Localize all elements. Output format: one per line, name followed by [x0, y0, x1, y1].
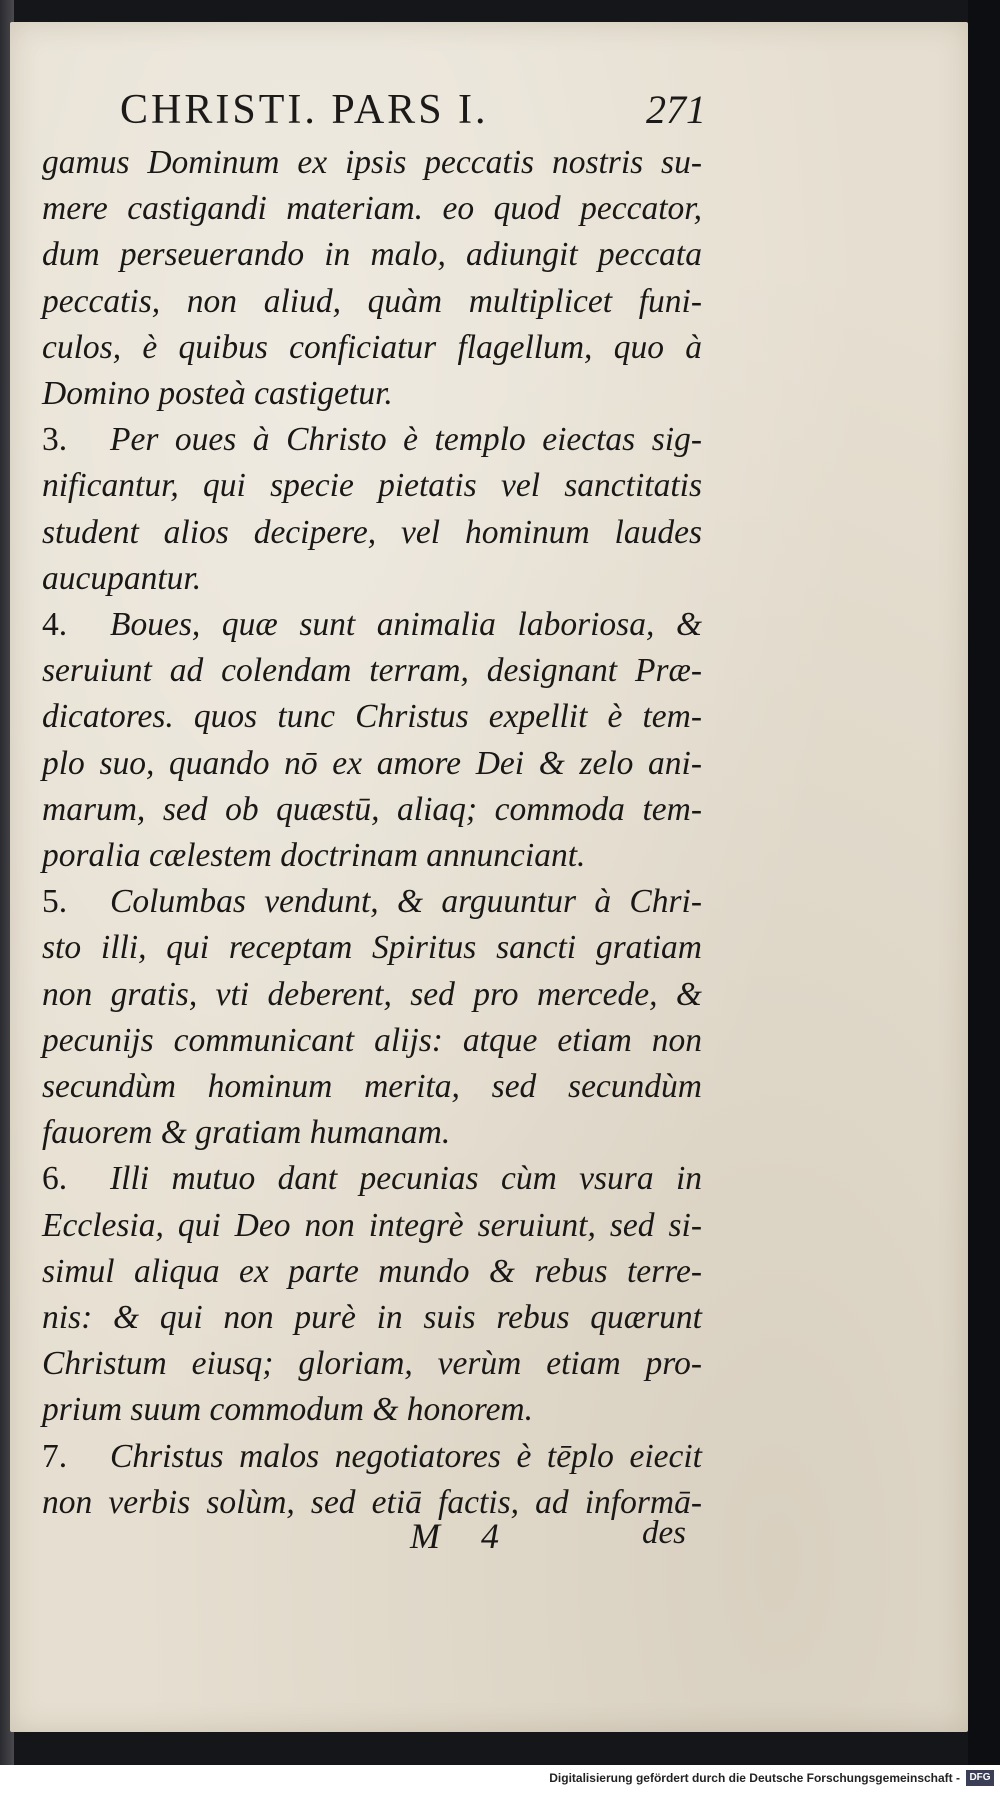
paragraph-number: 4.: [42, 606, 68, 644]
line-text: nificantur, qui specie pietatis vel sanctitatis: [42, 467, 702, 505]
text-line: [42, 1110, 702, 1156]
text-line: [42, 556, 702, 602]
line-text: marum, sed ob quæstū, aliaq; commoda tem-: [42, 790, 702, 828]
text-line: [42, 648, 702, 694]
line-text: mere castigandi materiam. eo quod peccator,: [42, 190, 702, 228]
scan-background-edge: [968, 0, 1000, 1793]
text-line: [42, 186, 702, 232]
line-text: sto illi, qui receptam Spiritus sancti gratiam: [42, 929, 702, 967]
text-line: [42, 833, 702, 879]
line-text: Illi mutuo dant pecunias cùm vsura in: [110, 1160, 702, 1198]
text-line: [42, 1341, 702, 1387]
line-text: seruiunt ad colendam terram, designant Præ-: [42, 652, 702, 690]
line-text: prium suum commodum & honorem.: [42, 1391, 534, 1429]
line-text: gamus Dominum ex ipsis peccatis nostris su-: [42, 144, 702, 181]
text-line: [42, 1203, 702, 1249]
paragraph-number: 5.: [42, 883, 68, 921]
catchword: des: [642, 1515, 686, 1551]
text-line: [42, 1156, 702, 1202]
text-line: [42, 925, 702, 971]
line-text: Per oues à Christo è templo eiectas sig-: [110, 421, 702, 459]
line-text: nis: & qui non purè in suis rebus quærunt: [42, 1299, 702, 1337]
digitization-credit: Digitalisierung gefördert durch die Deutsche Forschungsgemeinschaft -: [549, 1771, 960, 1785]
line-text: fauorem & gratiam humanam.: [42, 1114, 451, 1152]
line-text: pecunijs communicant alijs: atque etiam non: [42, 1021, 702, 1059]
text-line: [42, 371, 702, 417]
line-text: aucupantur.: [42, 559, 202, 597]
text-line: [42, 787, 702, 833]
text-line: [42, 1249, 702, 1295]
text-line: [42, 140, 702, 186]
line-text: Columbas vendunt, & arguuntur à Chri-: [110, 883, 702, 921]
paragraph-number: 3.: [42, 421, 68, 459]
line-text: Christus malos negotiatores è tēplo eiecit: [110, 1437, 702, 1475]
text-line: [42, 463, 702, 509]
text-line: [42, 279, 702, 325]
line-text: non verbis solùm, sed etiā factis, ad informā-: [42, 1483, 702, 1521]
text-line: [42, 1018, 702, 1064]
text-line: [42, 510, 702, 556]
text-line: [42, 1295, 702, 1341]
page-number: 271: [646, 87, 706, 132]
text-line: [42, 232, 702, 278]
text-line: [42, 741, 702, 787]
line-text: dum perseuerando in malo, adiungit peccata: [42, 236, 702, 274]
text-line: [42, 1434, 702, 1480]
line-text: dicatores. quos tunc Christus expellit è tem-: [42, 698, 702, 736]
line-text: student alios decipere, vel hominum laudes: [42, 513, 702, 551]
text-line: [42, 972, 702, 1018]
running-head: [108, 86, 720, 138]
line-text: poralia cælestem doctrinam annunciant.: [42, 837, 586, 875]
text-line: [42, 602, 702, 648]
paragraph-number: 6.: [42, 1160, 68, 1198]
line-text: simul aliqua ex parte mundo & rebus terre-: [42, 1252, 702, 1290]
line-text: Ecclesia, qui Deo non integrè seruiunt, sed si-: [42, 1206, 702, 1244]
signature-mark: M 4: [410, 1516, 515, 1556]
text-line: [42, 879, 702, 925]
text-line: [42, 1064, 702, 1110]
running-head-title: CHRISTI. PARS I.: [120, 87, 489, 133]
paragraph-number: 7.: [42, 1437, 68, 1475]
line-text: Boues, quæ sunt animalia laboriosa, &: [110, 606, 702, 644]
line-text: peccatis, non aliud, quàm multiplicet funi-: [42, 282, 702, 320]
line-text: Domino posteà castigetur.: [42, 375, 393, 413]
dfg-logo: DFG: [966, 1770, 994, 1786]
text-line: [42, 1387, 702, 1433]
text-line: [42, 694, 702, 740]
line-text: culos, è quibus conficiatur flagellum, quo à: [42, 328, 702, 366]
text-line: [42, 325, 702, 371]
text-line: [42, 417, 702, 463]
line-text: plo suo, quando nō ex amore Dei & zelo ani-: [42, 744, 702, 782]
line-text: Christum eiusq; gloriam, verùm etiam pro-: [42, 1345, 702, 1383]
body-text: [42, 140, 702, 1526]
line-text: secundùm hominum merita, sed secundùm: [42, 1068, 702, 1106]
text-line: [42, 1480, 702, 1526]
line-text: non gratis, vti deberent, sed pro mercede, &: [42, 975, 702, 1013]
